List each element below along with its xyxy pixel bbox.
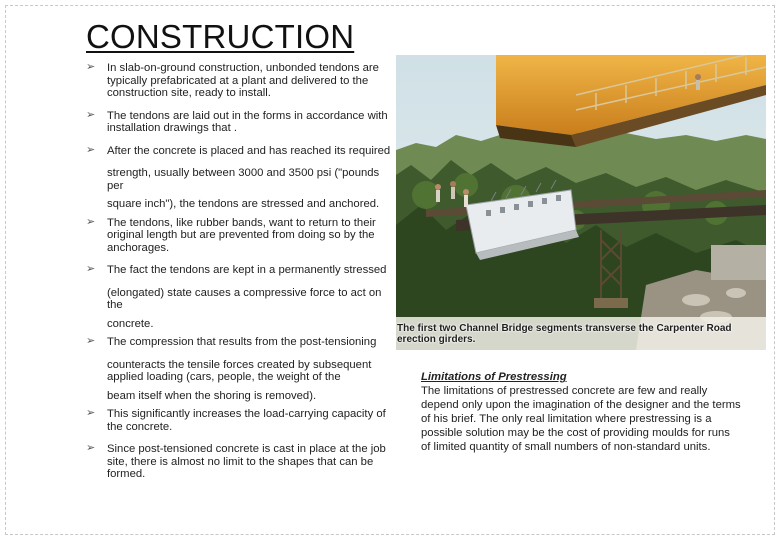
bullet-arrow-icon: ➢ xyxy=(86,442,96,454)
bullet-item xyxy=(86,217,398,255)
limitations-heading: Limitations of Prestressing xyxy=(421,371,567,383)
photo-caption xyxy=(397,323,765,345)
bullet-continuation: strength, usually between 3000 and 3500 psi ("pounds per xyxy=(107,167,380,192)
bullet-text: In slab-on-ground construction, unbonded tendons are typically prefabricated at a plant and delivered to the construction site, ready to install. xyxy=(107,62,379,99)
bullet-list xyxy=(86,62,398,491)
bullet-text: The tendons are laid out in the forms in accordance with installation drawings that . xyxy=(107,109,388,134)
limitations-block xyxy=(421,370,741,454)
bullet-item xyxy=(86,62,398,100)
bullet-item xyxy=(86,336,398,349)
bullet-item xyxy=(86,110,398,135)
bullet-continuation: square inch"), the tendons are stressed and anchored. xyxy=(107,198,380,210)
bullet-text: Since post-tensioned concrete is cast in place at the job site, there is almost no limit to the shapes that can be formed. xyxy=(107,443,386,480)
bullet-item xyxy=(86,408,398,433)
bullet-text: The compression that results from the post-tensioning xyxy=(107,336,377,348)
bullet-arrow-icon: ➢ xyxy=(86,215,96,228)
bullet-arrow-icon: ➢ xyxy=(86,335,96,347)
bullet-arrow-icon: ➢ xyxy=(86,108,96,121)
bullet-arrow-icon: ➢ xyxy=(86,143,96,156)
bullet-continuation: concrete. xyxy=(107,317,154,330)
bullet-arrow-icon: ➢ xyxy=(86,407,96,419)
bullet-continuation: (elongated) state causes a compressive force to act on the xyxy=(107,286,382,311)
photo-caption-text: The first two Channel Bridge segments transverse the Carpenter Road erection girders. xyxy=(397,323,732,345)
bullet-item xyxy=(86,443,398,481)
bullet-text: After the concrete is placed and has reached its required xyxy=(107,144,391,157)
bullet-item xyxy=(86,264,398,277)
bullet-item xyxy=(86,145,398,158)
bridge-construction-photo xyxy=(396,55,766,350)
bullet-arrow-icon: ➢ xyxy=(86,263,96,275)
bullet-text: The fact the tendons are kept in a permanently stressed xyxy=(107,264,387,276)
bullet-continuation: counteracts the tensile forces created by subsequent applied loading (cars, people, the weight of the xyxy=(107,358,372,383)
bullet-text: This significantly increases the load-carrying capacity of the concrete. xyxy=(107,408,386,433)
limitations-body: The limitations of prestressed concrete are few and really depend only upon the imagination of the designer and the terms of his brief. The only real limitation where prestressing is a possible solution may be the cost of providing moulds for runs of limited quantity of small numbers of non-standard units. xyxy=(421,385,741,453)
bullet-text: The tendons, like rubber bands, want to return to their original length but are prevented from doing so by the anchorages. xyxy=(107,216,376,254)
slide-title: CONSTRUCTION xyxy=(86,18,355,55)
bullet-continuation: beam itself when the shoring is removed). xyxy=(107,389,317,402)
bullet-arrow-icon: ➢ xyxy=(86,61,96,73)
